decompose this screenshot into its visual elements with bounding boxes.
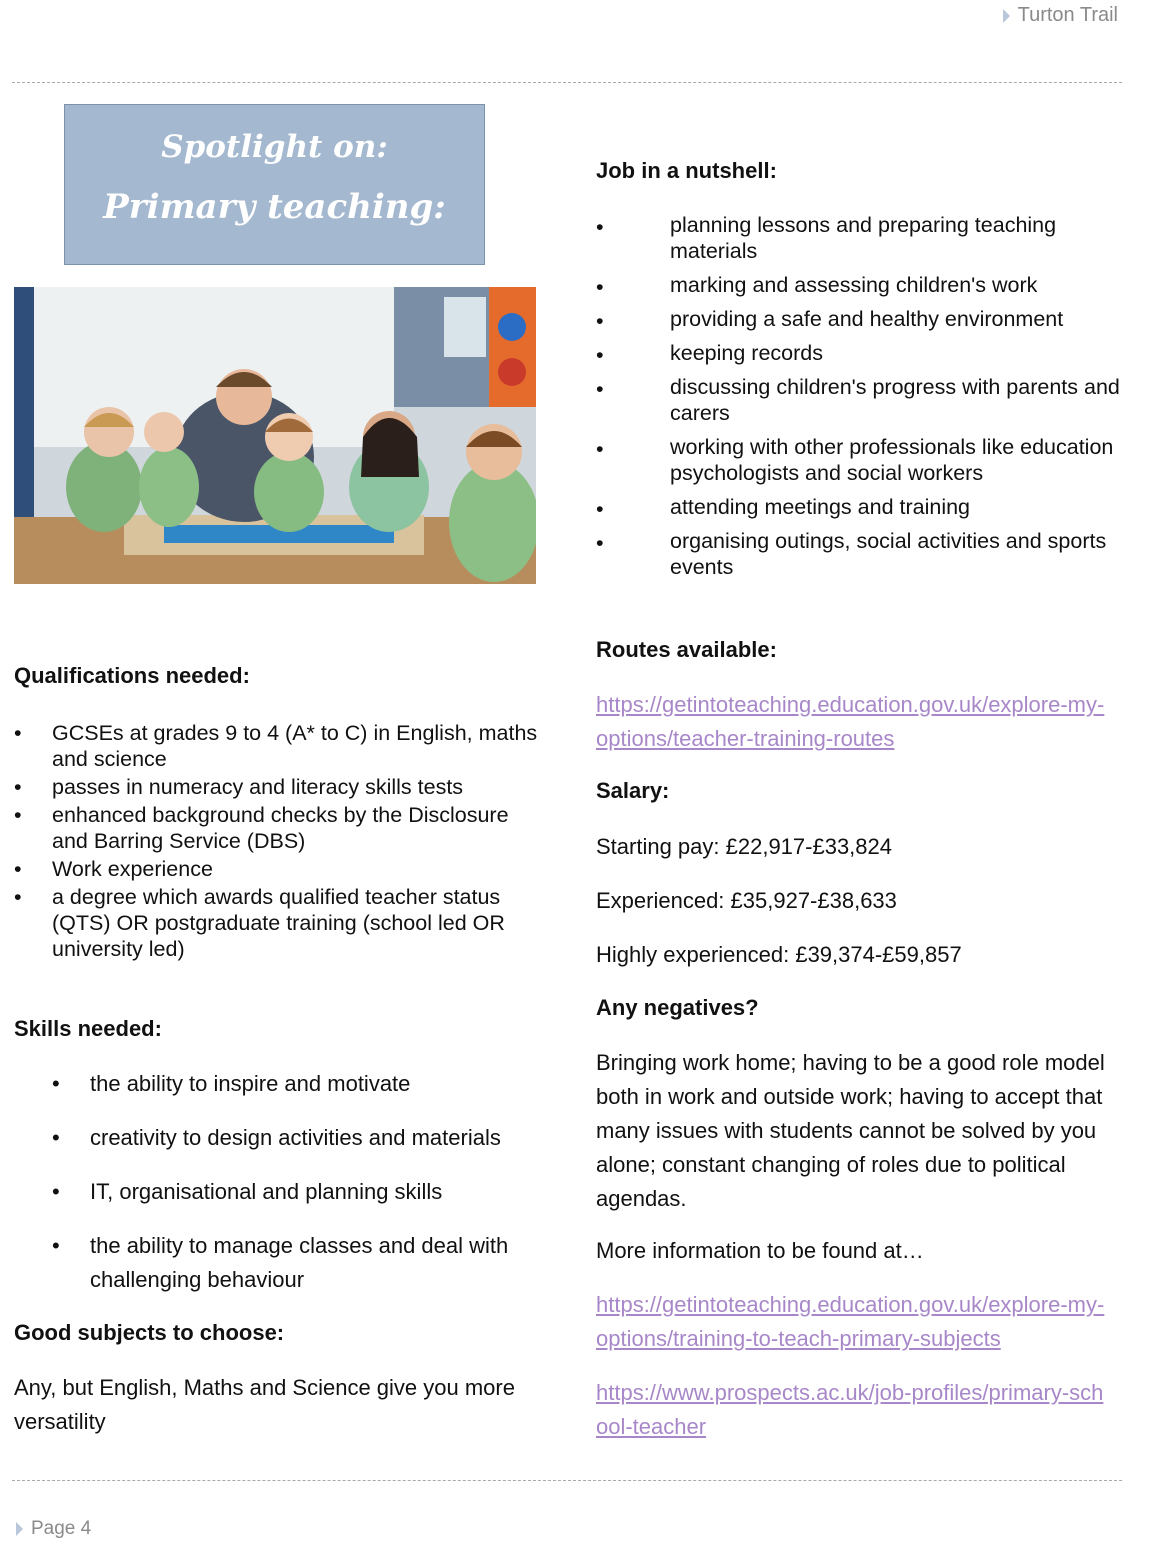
qualifications-heading: Qualifications needed:: [14, 663, 250, 688]
list-item: • Work experience: [14, 856, 544, 882]
list-item: • GCSEs at grades 9 to 4 (A* to C) in English, maths and science: [14, 720, 544, 772]
list-item: • discussing children's progress with parents and carers: [596, 374, 1121, 426]
spotlight-label: Spotlight on:: [161, 129, 388, 165]
header: [1003, 4, 1118, 27]
more-info-link1-wrap: [596, 1288, 1106, 1356]
subjects-heading: Good subjects to choose:: [14, 1320, 285, 1345]
salary-heading: Salary:: [596, 778, 670, 803]
routes-link-wrap: [596, 688, 1106, 756]
spotlight-banner: [64, 104, 485, 265]
salary-highly-experienced: Highly experienced: £39,374-£59,857: [596, 942, 962, 967]
subjects-text: Any, but English, Maths and Science give you more versatility: [14, 1375, 515, 1434]
salary-starting: Starting pay: £22,917-£33,824: [596, 834, 893, 859]
nutshell-heading: Job in a nutshell:: [596, 158, 777, 183]
list-item: • attending meetings and training: [596, 494, 1121, 520]
list-item: • marking and assessing children's work: [596, 272, 1121, 298]
nutshell-list: [596, 212, 1121, 588]
list-item: • planning lessons and preparing teaching materials: [596, 212, 1121, 264]
skills-heading: Skills needed:: [14, 1016, 162, 1041]
list-item: • the ability to manage classes and deal with challenging behaviour: [14, 1229, 544, 1297]
bottom-divider: [12, 1480, 1122, 1481]
list-item: • IT, organisational and planning skills: [14, 1175, 544, 1209]
skills-list: [14, 1067, 544, 1317]
more-info-link2-wrap: [596, 1376, 1111, 1444]
routes-heading: Routes available:: [596, 637, 777, 662]
top-divider: [12, 82, 1122, 83]
list-item: • organising outings, social activities and sports events: [596, 528, 1121, 580]
negatives-text: Bringing work home; having to be a good role model both in work and outside work; having to accept that many issues with students cannot be solved by you alone; constant changing of roles due to political agendas.: [596, 1050, 1105, 1211]
more-info-text: More information to be found at…: [596, 1238, 924, 1263]
qualifications-list: [14, 720, 544, 964]
list-item: • a degree which awards qualified teacher status (QTS) OR postgraduate training (school led OR university led): [14, 884, 544, 962]
spotlight-title: Primary teaching:: [103, 187, 446, 227]
list-item: • working with other professionals like education psychologists and social workers: [596, 434, 1121, 486]
header-title: Turton Trail: [1017, 4, 1118, 26]
list-item: • keeping records: [596, 340, 1121, 366]
footer: [16, 1518, 91, 1540]
classroom-photo: [14, 287, 536, 584]
routes-link[interactable]: https://getintoteaching.education.gov.uk/explore-my-options/teacher-training-routes: [596, 692, 1105, 751]
prospects-link[interactable]: https://www.prospects.ac.uk/job-profiles/primary-school-teacher: [596, 1380, 1104, 1439]
list-item: • enhanced background checks by the Disclosure and Barring Service (DBS): [14, 802, 544, 854]
salary-experienced: Experienced: £35,927-£38,633: [596, 888, 897, 913]
list-item: • creativity to design activities and materials: [14, 1121, 544, 1155]
list-item: • the ability to inspire and motivate: [14, 1067, 544, 1101]
primary-subjects-link[interactable]: https://getintoteaching.education.gov.uk/explore-my-options/training-to-teach-primary-subjects: [596, 1292, 1105, 1351]
list-item: • passes in numeracy and literacy skills tests: [14, 774, 544, 800]
triangle-bullet-icon: [1003, 9, 1010, 23]
list-item: • providing a safe and healthy environment: [596, 306, 1121, 332]
page-number: Page 4: [31, 1518, 92, 1539]
triangle-bullet-icon: [16, 1522, 23, 1536]
negatives-heading: Any negatives?: [596, 995, 759, 1020]
